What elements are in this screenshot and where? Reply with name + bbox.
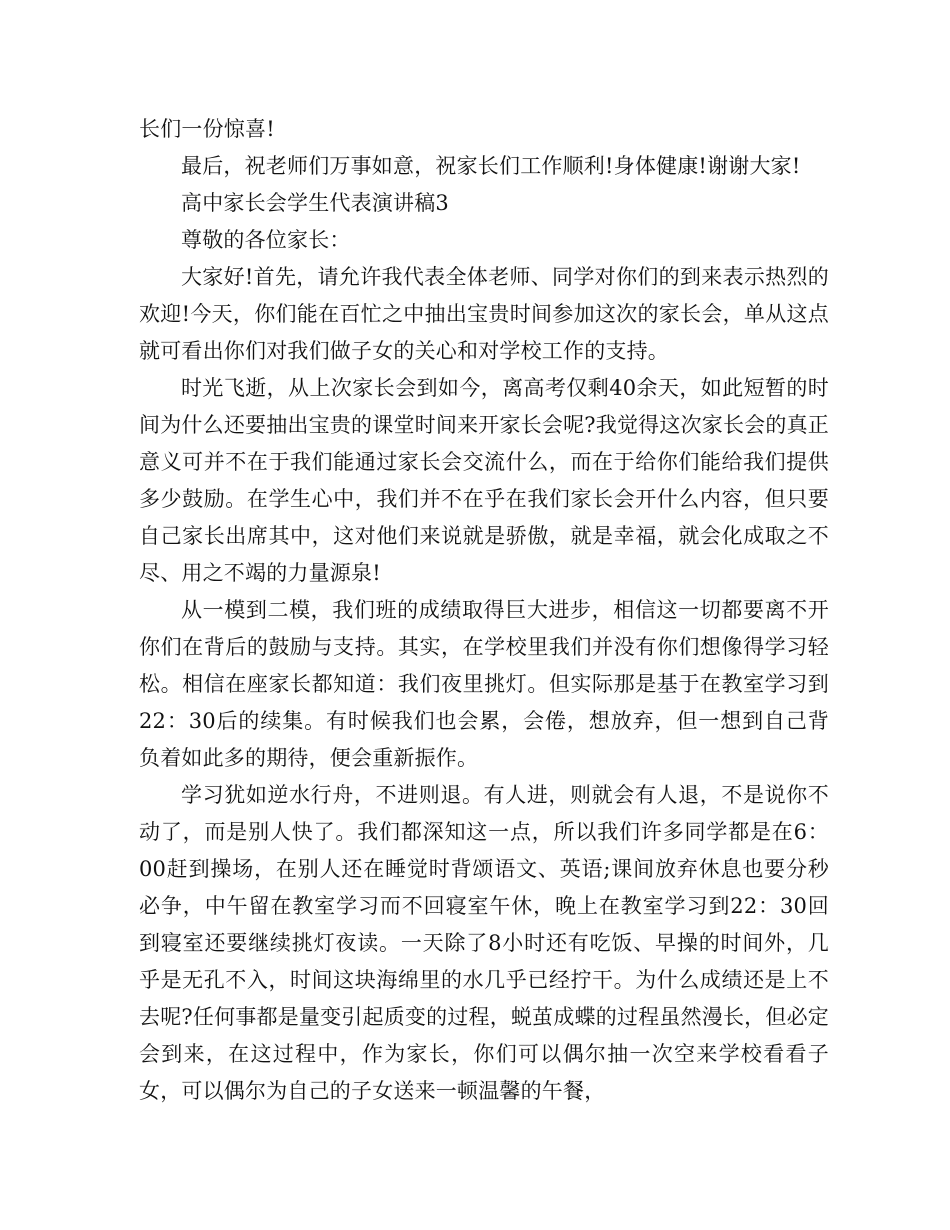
paragraph-time-flies: 时光飞逝，从上次家长会到如今，离高考仅剩40余天，如此短暂的时间为什么还要抽出宝贵的课堂时间来开家长会呢?我觉得这次家长会的真正意义可并不在于我们能通过家长会交流什么，而在于给你们能给我们提供多少鼓励。在学生心中，我们并不在乎在我们家长会开什么内容，但只要自己家长出席其中，这对他们来说就是骄傲，就是幸福，就会化成取之不尽、用之不竭的力量源泉!: [139, 376, 829, 585]
paragraph-closing-wishes: 最后，祝老师们万事如意，祝家长们工作顺利!身体健康!谢谢大家!: [181, 154, 801, 178]
paragraph-progress: 从一模到二模，我们班的成绩取得巨大进步，相信这一切都要离不开你们在背后的鼓励与支持。其实，在学校里我们并没有你们想像得学习轻松。相信在座家长都知道：我们夜里挑灯。但实际那是基于在教室学习到22：30后的续集。有时候我们也会累，会倦，想放弃，但一想到自己背负着如此多的期待，便会重新振作。: [139, 598, 829, 770]
document-body: [139, 111, 829, 1110]
salutation: 尊敬的各位家长：: [181, 228, 351, 252]
paragraph-continuation: 长们一份惊喜!: [139, 117, 275, 141]
section-title: 高中家长会学生代表演讲稿3: [181, 191, 449, 215]
paragraph-welcome: 大家好!首先，请允许我代表全体老师、同学对你们的到来表示热烈的欢迎!今天，你们能在百忙之中抽出宝贵时间参加这次的家长会，单从这点就可看出你们对我们做子女的关心和对学校工作的支持。: [139, 265, 829, 363]
paragraph-study: 学习犹如逆水行舟，不进则退。有人进，则就会有人退，不是说你不动了，而是别人快了。我们都深知这一点，所以我们许多同学都是在6：00赶到操场，在别人还在睡觉时背颂语文、英语;课间放弃休息也要分秒必争，中午留在教室学习而不回寝室午休，晚上在教室学习到22：30回到寝室还要继续挑灯夜读。一天除了8小时还有吃饭、早操的时间外，几乎是无孔不入，时间这块海绵里的水几乎已经拧干。为什么成绩还是上不去呢?任何事都是量变引起质变的过程，蜕茧成蝶的过程虽然漫长，但必定会到来，在这过程中，作为家长，你们可以偶尔抽一次空来学校看看子女，可以偶尔为自己的子女送来一顿温馨的午餐，: [139, 783, 829, 1103]
